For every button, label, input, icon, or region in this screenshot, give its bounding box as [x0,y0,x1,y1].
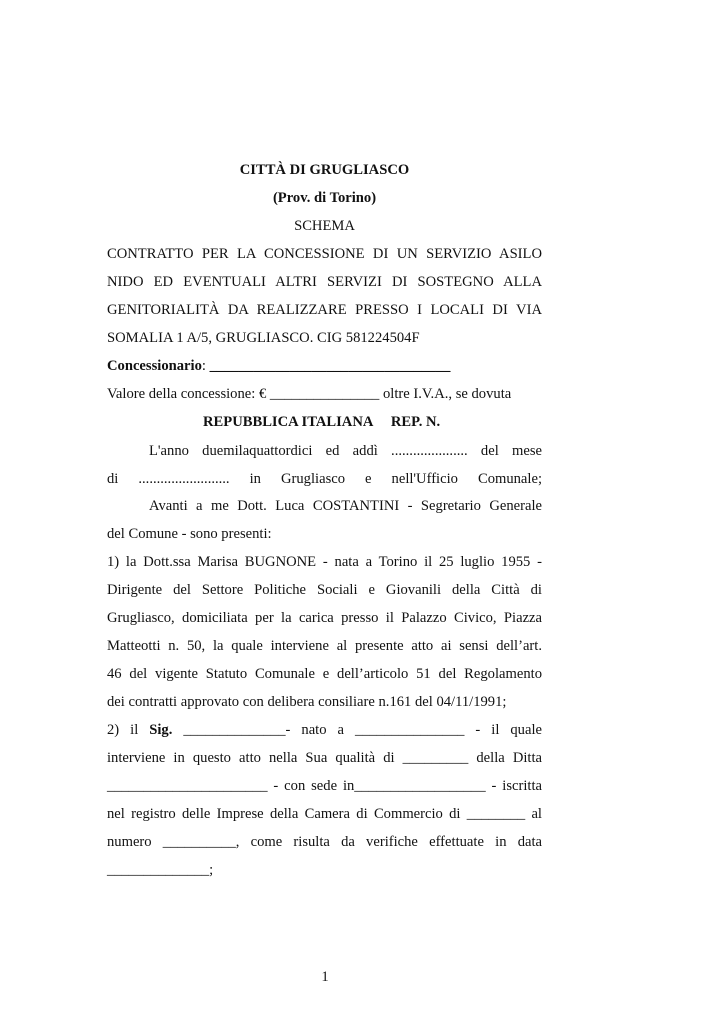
title-line: GENITORIALITÀ DA REALIZZARE PRESSO I LOCALI DI VIA [107,302,542,318]
title-line: CONTRATTO PER LA CONCESSIONE DI UN SERVIZIO ASILO [107,246,542,262]
body-line: interviene in questo atto nella Sua qualità di _________ della Ditta [107,750,542,766]
body-line: 46 del vigente Statuto Comunale e dell’articolo 51 del Regolamento [107,666,542,682]
valore-line: Valore della concessione: € _______________ oltre I.V.A., se dovuta [107,386,512,402]
body-line: dei contratti approvato con delibera consiliare n.161 del 04/11/1991; [107,694,507,710]
body-line: del Comune - sono presenti: [107,526,272,542]
body-line: ______________________ - con sede in__________________ - iscritta [107,778,542,794]
body-line: 1) la Dott.ssa Marisa BUGNONE - nata a Torino il 25 luglio 1955 - [107,554,542,570]
city-heading: CITTÀ DI GRUGLIASCO [239,162,410,178]
body-line: Avanti a me Dott. Luca COSTANTINI - Segretario Generale [149,498,542,514]
body-line: ______________; [107,862,214,878]
schema-heading: SCHEMA [294,218,355,234]
body-line: Dirigente del Settore Politiche Sociali e Giovanili della Città di [107,582,542,598]
concessionario-separator: : [201,358,210,374]
body-line: Matteotti n. 50, la quale interviene al presente atto ai sensi dell’art. [107,638,542,654]
concessionario-label: Concessionario [107,358,202,374]
body-line: nel registro delle Imprese della Camera di Commercio di ________ al [107,806,542,822]
sig-line: 2) il Sig. ______________- nato a _______________ - il quale [107,722,542,738]
concessionario-blank: _________________________________ [209,358,451,374]
repubblica-heading: REPUBBLICA ITALIANA REP. N. [203,414,441,430]
province-heading: (Prov. di Torino) [272,190,377,206]
concessionario-line [107,356,450,376]
body-line: Grugliasco, domiciliata per la carica presso il Palazzo Civico, Piazza [107,610,542,626]
body-line: di ......................... in Grugliasco e nell'Ufficio Comunale; [107,471,542,487]
sig-label: Sig. [149,722,173,738]
body-line: L'anno duemilaquattordici ed addì ..................... del mese [149,443,542,459]
page-number: 1 [321,969,329,985]
title-line: NIDO ED EVENTUALI ALTRI SERVIZI DI SOSTEGNO ALLA [107,274,542,290]
body-line: numero __________, come risulta da verifiche effettuate in data [107,834,542,850]
title-line: SOMALIA 1 A/5, GRUGLIASCO. CIG 581224504F [107,330,420,346]
